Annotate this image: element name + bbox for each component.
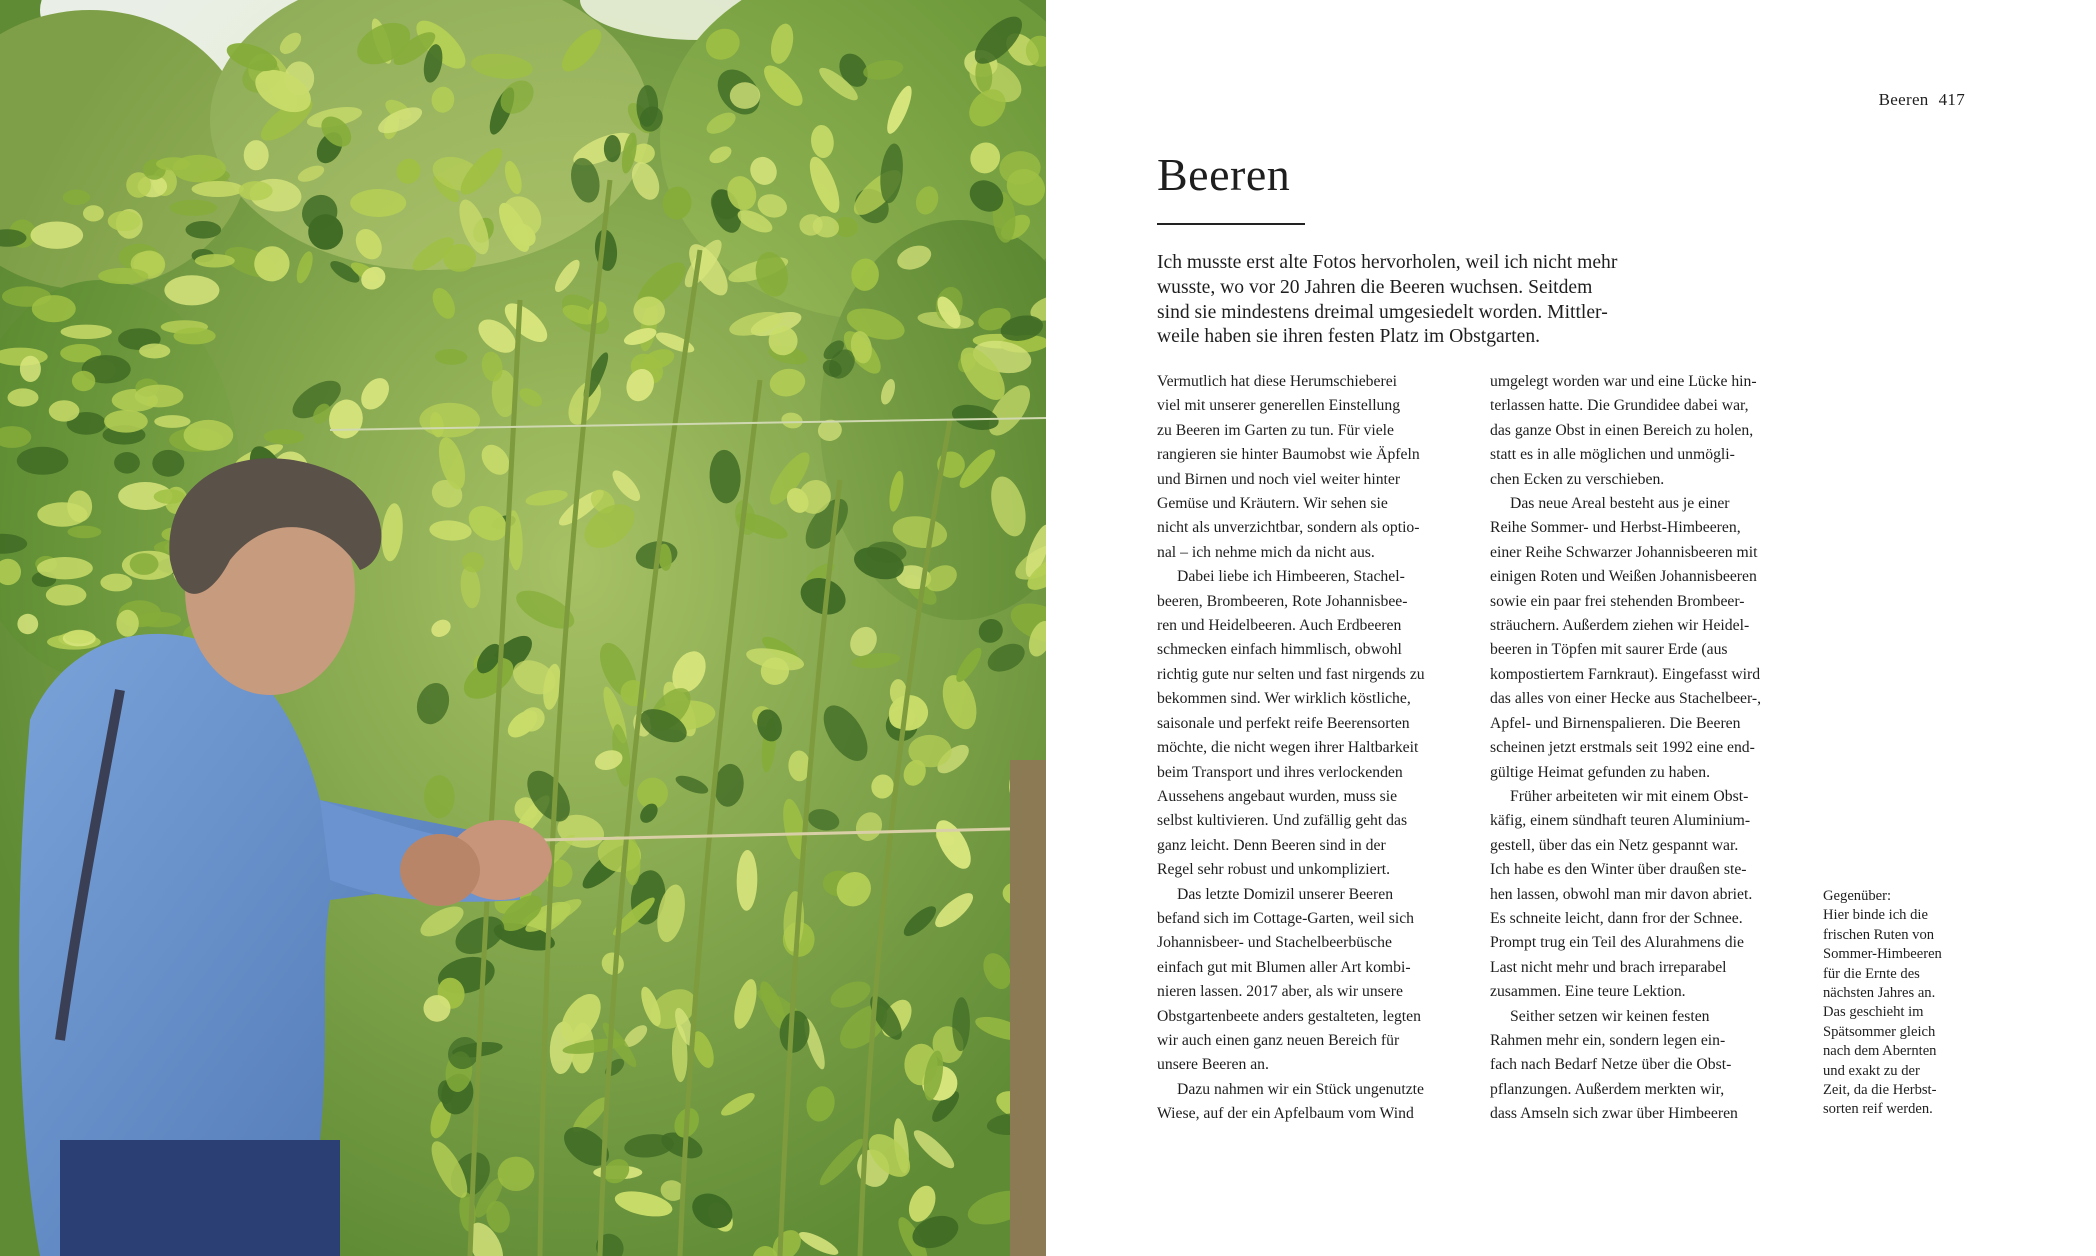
text-line: Gemüse und Kräutern. Wir sehen sie [1157,495,1388,513]
text-line: Seither setzen wir keinen festen [1510,1007,1710,1025]
text-line: nicht als unverzichtbar, sondern als optio- [1157,519,1420,537]
text-line: beim Transport und ihres verlockenden [1157,763,1403,781]
text-line: käfig, einem sündhaft teuren Aluminium- [1490,812,1751,830]
page-number: 417 [1938,90,1965,109]
leaf [604,135,621,162]
leaf [100,574,132,592]
text-line: Obstgartenbeete anders gestalteten, legten [1157,1007,1421,1025]
leaf [170,200,217,216]
leaf [184,420,234,451]
text-line: terlassen hatte. Die Grundidee dabei war, [1490,397,1749,415]
text-line: Prompt trug ein Teil des Alurahmens die [1490,934,1744,952]
leaf [20,356,41,382]
leaf [17,614,38,634]
leaf [186,221,222,239]
text-line: Ich habe es den Winter über draußen ste- [1490,861,1747,879]
text-line: scheinen jetzt erstmals seit 1992 eine end- [1490,739,1755,757]
leaf [108,211,141,231]
leaf [154,415,190,428]
trousers [60,1140,340,1256]
text-line: saisonale und perfekt reife Beerensorten [1157,714,1410,732]
text-line: wir auch einen ganz neuen Bereich für [1157,1031,1400,1049]
wooden-post [1010,760,1046,1256]
caption-line: Hier binde ich die [1823,907,1928,924]
caption-line: frischen Ruten von [1823,926,1935,943]
text-line: Wiese, auf der ein Apfelbaum vom Wind [1157,1105,1414,1123]
leaf [130,553,159,575]
leaf [195,254,235,267]
text-line: Johannisbeer- und Stachelbeerbüsche [1157,934,1392,952]
leaf [114,452,140,474]
leaf [104,410,148,433]
text-line: Vermutlich hat diese Herumschieberei [1157,373,1398,390]
caption-line: und exakt zu der [1823,1062,1920,1079]
caption-line: sorten reif werden. [1823,1101,1933,1118]
caption-line: nach dem Abernten [1823,1043,1937,1060]
leaf [156,157,191,170]
text-line: einer Reihe Schwarzer Johannisbeeren mit [1490,543,1758,561]
text-line: Regel sehr robust und unkompliziert. [1157,861,1391,879]
leaf [8,388,39,406]
text-line: ren und Heidelbeeren. Auch Erdbeeren [1157,617,1402,635]
text-line: dass Amseln sich zwar über Himbeeren [1490,1105,1738,1123]
caption-line: für die Ernte des [1823,965,1920,982]
text-line: nal – ich nehme mich da nicht aus. [1157,543,1375,561]
caption-line: Zeit, da die Herbst- [1823,1082,1937,1099]
text-line: das alles von einer Hecke aus Stachelbeer-, [1490,690,1762,708]
text-line: schmecken einfach himmlisch, obwohl [1157,641,1402,659]
leaf [239,181,273,200]
leaf [61,325,112,339]
text-line: Aussehens angebaut wurden, muss sie [1157,787,1398,805]
photo-caption [1823,887,1983,1120]
intro-line: Ich musste erst alte Fotos hervorholen, weil ich nicht mehr [1157,252,1618,273]
text-line: befand sich im Cottage-Garten, weil sich [1157,909,1415,927]
title-underline [1157,223,1305,225]
text-line: zu Beeren im Garten zu tun. Für viele [1157,421,1394,439]
leaf [164,275,219,305]
text-line: beeren, Brombeeren, Rote Johannisbee- [1157,592,1408,610]
text-line: ganz leicht. Denn Beeren sind in der [1157,836,1386,854]
text-line: sträuchern. Außerdem ziehen wir Heidel- [1490,617,1750,635]
leaf [152,450,184,477]
caption-line: Sommer-Himbeeren [1823,946,1942,963]
text-line: Last nicht mehr und brach irreparabel [1490,958,1727,976]
text-line: Rahmen mehr ein, sondern legen ein- [1490,1031,1726,1049]
text-line: kompostiertem Farnkraut). Eingefasst wird [1490,665,1761,683]
leaf [67,526,101,539]
leaf [32,295,76,322]
garden-photo [0,0,1046,1256]
text-line: einfach gut mit Blumen aller Art kombi- [1157,958,1411,976]
text-line: umgelegt worden war und eine Lücke hin- [1490,373,1757,390]
text-line: fach nach Bedarf Netze über die Obst- [1490,1056,1732,1074]
intro-line: sind sie mindestens dreimal umgesiedelt worden. Mittler- [1157,301,1608,323]
text-line: sowie ein paar frei stehenden Brombeer- [1490,592,1745,610]
text-line: gültige Heimat gefunden zu haben. [1490,763,1710,781]
text-line: und Birnen und noch viel weiter hinter [1157,470,1401,488]
leaf [46,584,87,605]
caption-line: Gegenüber: [1823,888,1892,904]
text-line: beeren in Töpfen mit saurer Erde (aus [1490,641,1728,659]
leaf [72,371,95,391]
text-line: richtig gute nur selten und fast nirgends zu [1157,665,1425,683]
leaf [83,205,104,221]
leaf [139,344,170,359]
text-line: chen Ecken zu verschieben. [1490,470,1665,488]
text-line: Dazu nahmen wir ein Stück ungenutzte [1177,1080,1425,1098]
body-column-1 [1157,370,1487,1127]
text-line: das ganze Obst in einen Bereich zu holen, [1490,421,1754,439]
leaf [63,190,90,205]
intro-paragraph [1157,251,1657,350]
text-line: Das neue Areal besteht aus je einer [1510,495,1730,513]
text-line: rangieren sie hinter Baumobst wie Äpfeln [1157,446,1420,464]
text-line: statt es in alle möglichen und unmögli- [1490,446,1735,464]
leaf [49,400,80,421]
leaf [116,610,138,637]
text-line: unsere Beeren an. [1157,1056,1269,1074]
leaf [498,1157,535,1191]
leaf [65,630,94,644]
text-line: Dabei liebe ich Himbeeren, Stachel- [1177,568,1405,586]
text-line: Reihe Sommer- und Herbst-Himbeeren, [1490,519,1741,537]
intro-line: weile haben sie ihren festen Platz im Obstgarten. [1157,326,1541,348]
text-line: selbst kultivieren. Und zufällig geht das [1157,812,1408,830]
text-line: hen lassen, obwohl man mir davon abriet. [1490,885,1753,903]
leaf [174,328,216,345]
leaf [37,502,87,526]
photo-illustration [0,0,1046,1256]
running-head-section: Beeren [1878,90,1929,109]
intro-line: wusste, wo vor 20 Jahren die Beeren wuchsen. Seitdem [1157,276,1593,298]
text-line: Das letzte Domizil unserer Beeren [1177,885,1394,903]
leaf [135,385,184,408]
text-line: bekommen sind. Wer wirklich köstliche, [1157,690,1411,708]
text-line: zusammen. Eine teure Lektion. [1490,983,1686,1001]
body-column-2 [1490,370,1820,1127]
leaf [31,222,84,249]
text-line: Apfel- und Birnenspalieren. Die Beeren [1490,714,1741,732]
leaf [350,189,406,217]
chapter-title: Beeren [1157,149,1291,200]
caption-line: Das geschieht im [1823,1004,1924,1021]
leaf [98,268,148,284]
text-line: Früher arbeiteten wir mit einem Obst- [1510,787,1749,805]
text-line: Es schneite leicht, dann fror der Schnee. [1490,909,1743,927]
caption-line: Spätsommer gleich [1823,1023,1936,1040]
leaf [192,181,244,197]
leaf [37,557,93,579]
leaf [154,489,185,504]
text-line: einigen Roten und Weißen Johannisbeeren [1490,568,1757,586]
text-line: pflanzungen. Außerdem merkten wir, [1490,1080,1725,1098]
text-line: möchte, die nicht wegen ihrer Haltbarkeit [1157,739,1419,757]
text-line: gestell, über das ein Netz gespannt war. [1490,836,1739,854]
text-line: nieren lassen. 2017 aber, als wir unsere [1157,983,1403,1001]
caption-line: nächsten Jahres an. [1823,985,1936,1002]
leaf [17,447,69,475]
leaf [419,403,480,438]
running-head [1879,90,1965,110]
text-line: viel mit unserer generellen Einstellung [1157,397,1401,415]
leaf [244,140,269,170]
